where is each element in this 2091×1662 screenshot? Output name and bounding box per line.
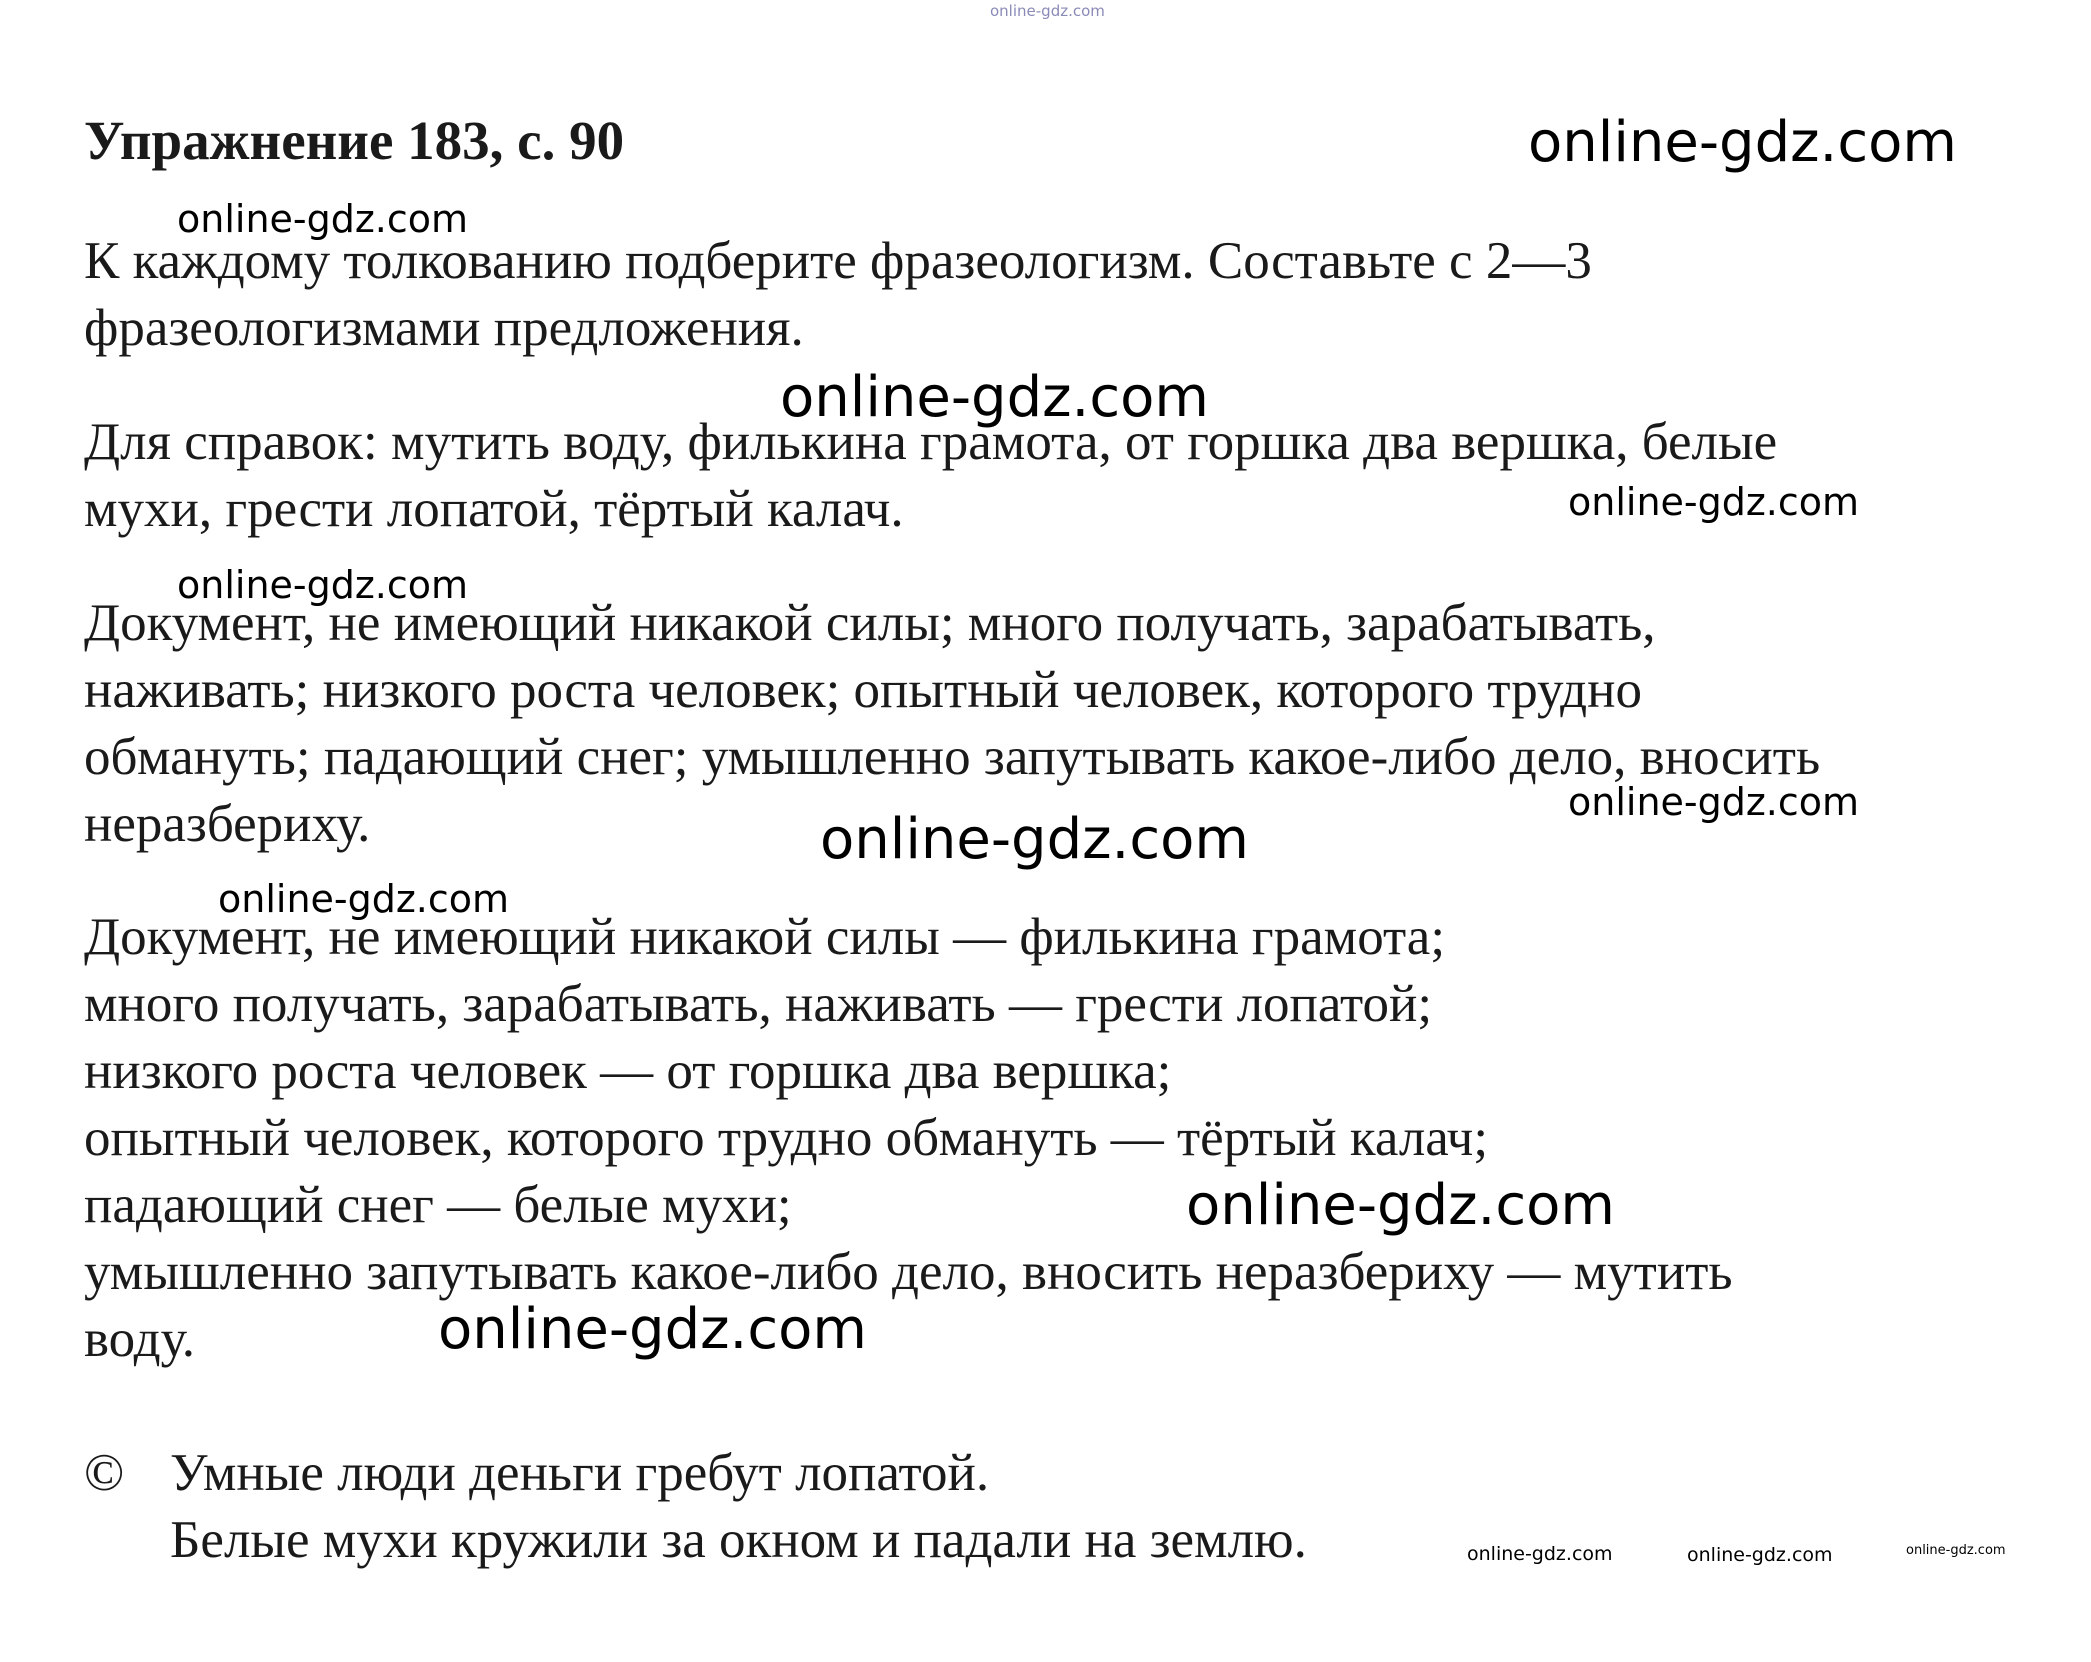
answer-line: низкого роста человек — от горшка два вершка; — [84, 1042, 1172, 1100]
task-line: фразеологизмами предложения. — [84, 299, 804, 357]
watermark: online-gdz.com — [1568, 480, 1860, 524]
exercise-title: Упражнение 183, с. 90 — [84, 110, 625, 171]
watermark: online-gdz.com — [218, 877, 510, 921]
answer-line: много получать, зарабатывать, наживать — грести лопатой; — [84, 975, 1433, 1033]
answer-line: Документ, не имеющий никакой силы — филькина грамота; — [84, 908, 1446, 966]
answer-line: опытный человек, которого трудно обмануть — тёртый калач; — [84, 1109, 1489, 1167]
watermark: online-gdz.com — [1687, 1544, 1833, 1566]
answers-list — [84, 904, 1733, 1373]
reference-line: мухи, грести лопатой, тёртый калач. — [84, 480, 904, 538]
watermark: online-gdz.com — [438, 1297, 867, 1362]
watermark: online-gdz.com — [1467, 1543, 1613, 1565]
answer-line: умышленно запутывать какое-либо дело, вносить неразбериху — мутить — [84, 1243, 1733, 1301]
reference-line: Для справок: мутить воду, филькина грамота, от горшка два вершка, белые — [84, 413, 1778, 471]
sentence-line: Умные люди деньги гребут лопатой. — [170, 1444, 990, 1502]
watermark: online-gdz.com — [177, 197, 469, 241]
watermark: online-gdz.com — [1906, 1543, 2006, 1558]
watermark: online-gdz.com — [1568, 780, 1860, 824]
task-instructions — [84, 228, 1592, 362]
watermark: online-gdz.com — [990, 2, 1105, 20]
definition-line: обмануть; падающий снег; умышленно запутывать какое-либо дело, вносить — [84, 728, 1821, 786]
watermark: online-gdz.com — [1186, 1173, 1615, 1238]
answer-line: воду. — [84, 1310, 196, 1368]
watermark: online-gdz.com — [177, 563, 469, 607]
sentence-line: Белые мухи кружили за окном и падали на землю. — [170, 1511, 1307, 1569]
watermark: online-gdz.com — [780, 365, 1209, 430]
watermark: online-gdz.com — [820, 807, 1249, 872]
definition-line: Документ, не имеющий никакой силы; много получать, зарабатывать, — [84, 594, 1656, 652]
answer-line: падающий снег — белые мухи; — [84, 1176, 792, 1234]
definition-line: наживать; низкого роста человек; опытный человек, которого трудно — [84, 661, 1642, 719]
sentence-lines — [170, 1440, 1307, 1574]
watermark: online-gdz.com — [1528, 110, 1957, 175]
task-line: К каждому толкованию подберите фразеологизм. Составьте с 2—3 — [84, 232, 1592, 290]
definition-line: неразбериху. — [84, 795, 371, 853]
copyright-symbol: © — [84, 1444, 125, 1502]
